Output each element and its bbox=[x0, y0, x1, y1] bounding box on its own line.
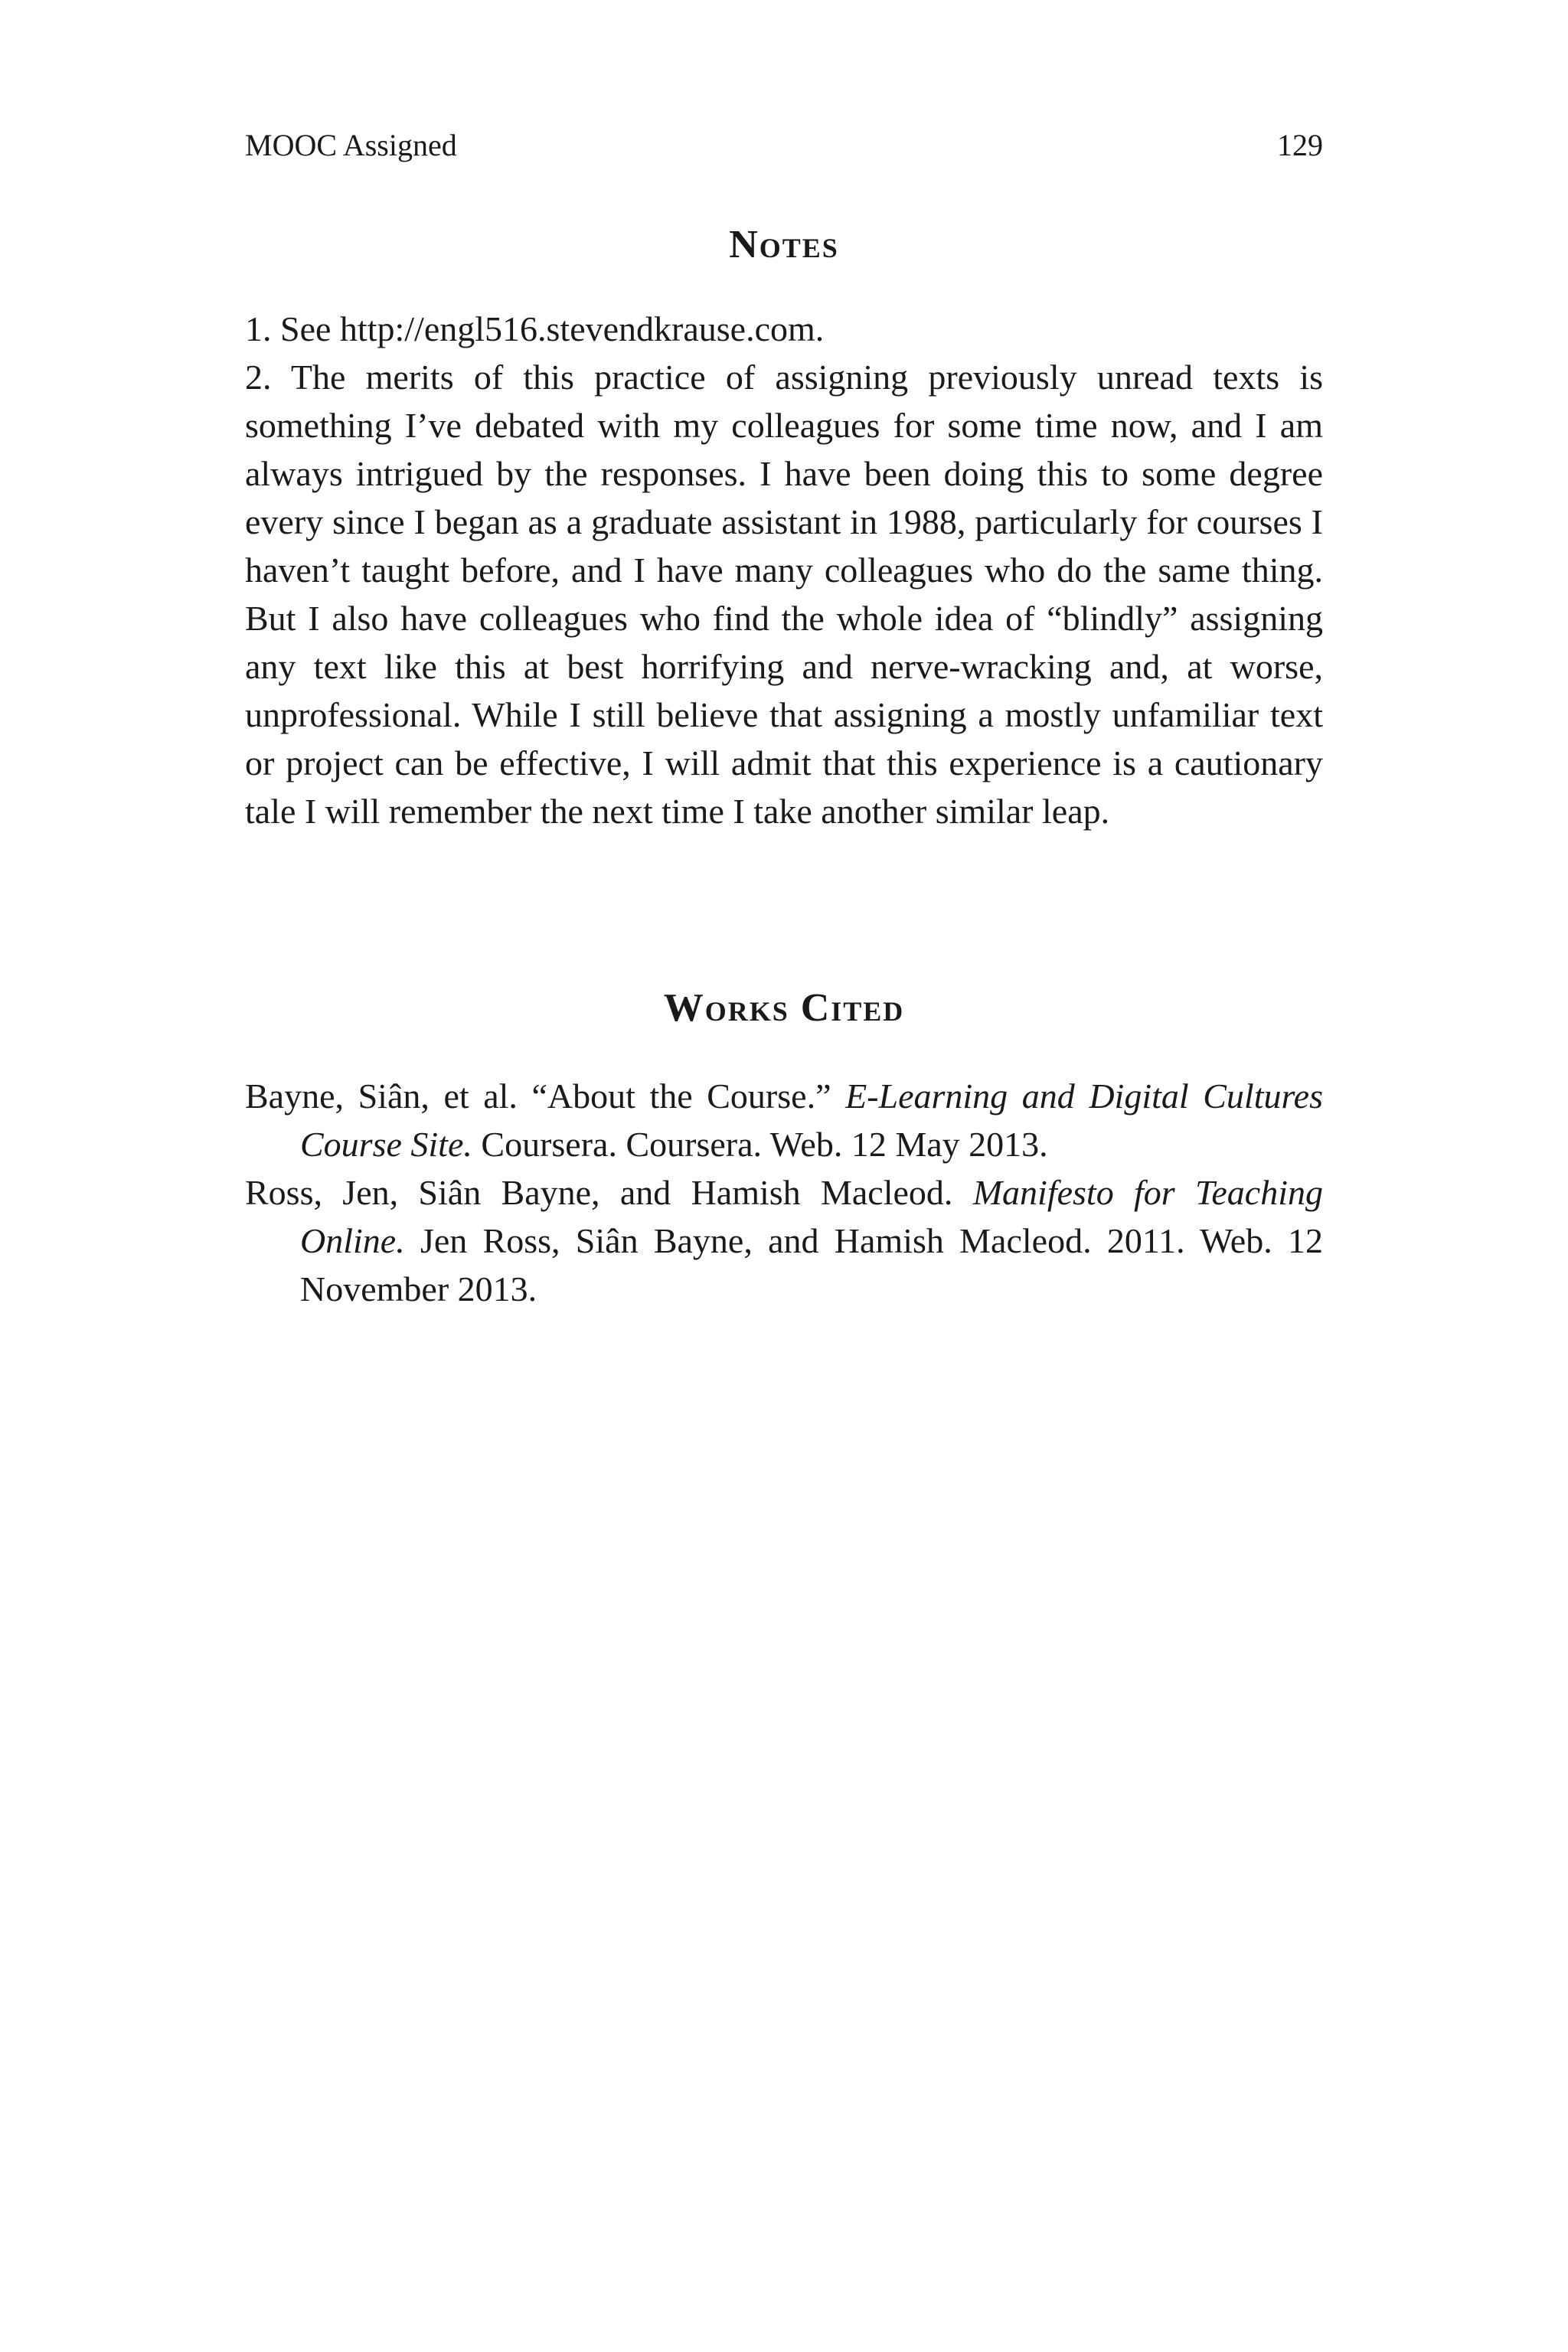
notes-heading: Notes bbox=[729, 223, 839, 266]
citation-publication: Jen Ross, Siân Bayne, and Hamish Macleod. 2011. Web. 12 November 2013. bbox=[300, 1221, 1323, 1308]
citation-italic-title: Manifesto for Teaching Online. bbox=[300, 1173, 1323, 1260]
note-item: 1. See http://engl516.stevendkrause.com. bbox=[245, 309, 825, 348]
page-number: 129 bbox=[1277, 128, 1323, 162]
works-cited-heading: Works Cited bbox=[663, 986, 905, 1030]
citation-publication: Coursera. Coursera. Web. 12 May 2013. bbox=[472, 1125, 1048, 1164]
citation-entry bbox=[245, 1072, 1323, 1168]
running-title: MOOC Assigned bbox=[245, 128, 457, 162]
note-item: 2. The merits of this practice of assigning previously unread texts is something I’ve debated with my colleagues for some time now, and I am always intrigued by the responses. I have been doing this to some degree every since I began as a graduate assistant in 1988, particularly for courses I haven’t taught before, and I have many colleagues who do the same thing. But I also have colleagues who find the whole idea of “blindly” assigning any text like this at best horrifying and nerve-wracking and, at worse, unprofessional. While I still believe that assigning a mostly unfamiliar text or project can be effective, I will admit that this experience is a cautionary tale I will remember the next time I take another similar leap. bbox=[245, 358, 1323, 831]
citation-author-title: Bayne, Siân, et al. “About the Course.” bbox=[245, 1076, 846, 1116]
works-cited-list bbox=[245, 1072, 1323, 1313]
citation-entry bbox=[245, 1168, 1323, 1313]
notes-section bbox=[245, 305, 1323, 835]
citation-author-title: Ross, Jen, Siân Bayne, and Hamish Macleod. bbox=[245, 1173, 973, 1212]
running-header bbox=[245, 122, 1323, 168]
citation-italic-title: E-Learning and Digital Cultures Course Site. bbox=[300, 1076, 1323, 1164]
